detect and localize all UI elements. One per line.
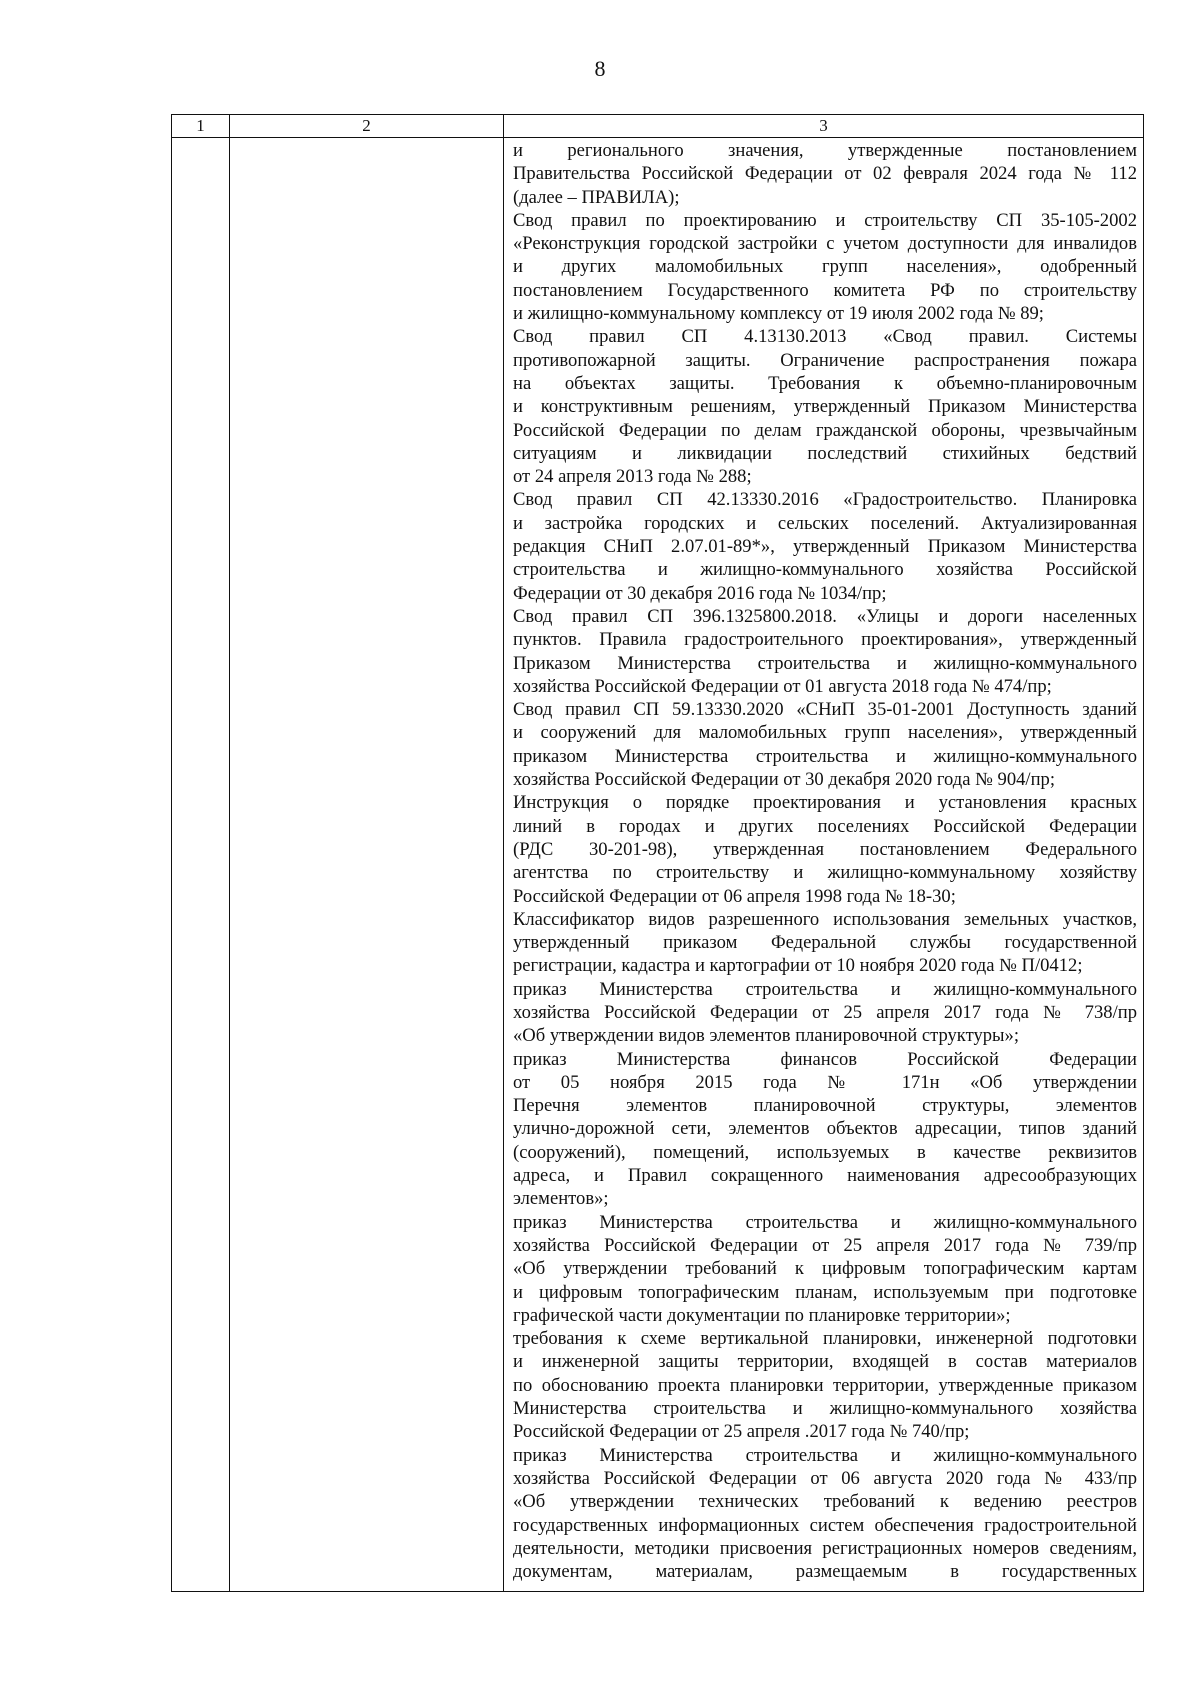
text-line: (далее – ПРАВИЛА); <box>513 186 680 208</box>
table-header-row <box>172 115 1143 138</box>
text-line: требования к схеме вертикальной планировки, инженерной подготовки <box>513 1328 1137 1350</box>
text-line: элементов»; <box>513 1188 609 1210</box>
text-line: и других маломобильных групп населения», одобренный <box>513 256 1137 278</box>
text-line: приказ Министерства строительства и жилищно-коммунального <box>513 1444 1137 1466</box>
text-line: приказ Министерства строительства и жилищно-коммунального <box>513 978 1137 1000</box>
text-line: хозяйства Российской Федерации от 25 апреля 2017 года № 739/пр <box>513 1234 1137 1256</box>
text-line: от 05 ноября 2015 года № 171н «Об утверждении <box>513 1071 1137 1093</box>
text-line: приказом Министерства строительства и жилищно-коммунального <box>513 745 1137 767</box>
text-line: (сооружений), помещений, используемых в качестве реквизитов <box>513 1141 1137 1163</box>
column-header-3: 3 <box>819 116 828 135</box>
text-line: регистрации, кадастра и картографии от 10 ноября 2020 года № П/0412; <box>513 955 1083 977</box>
text-line: и застройка городских и сельских поселений. Актуализированная <box>513 512 1137 534</box>
text-line: Инструкция о порядке проектирования и установления красных <box>513 792 1137 814</box>
text-line: Свод правил СП 4.13130.2013 «Свод правил. Системы <box>513 326 1137 348</box>
text-line: улично-дорожной сети, элементов объектов адресации, типов зданий <box>513 1118 1137 1140</box>
text-line: «Об утверждении требований к цифровым топографическим картам <box>513 1258 1137 1280</box>
regulations-table <box>171 114 1144 1592</box>
text-line: агентства по строительству и жилищно-коммунальному хозяйству <box>513 862 1137 884</box>
text-line: Свод правил СП 42.13330.2016 «Градостроительство. Планировка <box>513 489 1137 511</box>
text-line: Правительства Российской Федерации от 02 февраля 2024 года № 112 <box>513 163 1137 185</box>
text-line: и регионального значения, утвержденные постановлением <box>513 140 1137 161</box>
column-2-cell <box>230 138 504 1591</box>
text-line: постановлением Государственного комитета РФ по строительству <box>513 279 1137 301</box>
text-line: «Об утверждении технических требований к ведению реестров <box>513 1491 1137 1513</box>
text-line: хозяйства Российской Федерации от 06 августа 2020 года № 433/пр <box>513 1467 1137 1489</box>
text-line: «Об утверждении видов элементов планировочной структуры»; <box>513 1025 1020 1047</box>
column-3-cell <box>504 138 1143 1591</box>
text-line: на объектах защиты. Требования к объемно-планировочным <box>513 372 1137 394</box>
text-line: и жилищно-коммунальному комплексу от 19 июля 2002 года № 89; <box>513 303 1044 325</box>
text-line: Российской Федерации от 25 апреля .2017 года № 740/пр; <box>513 1421 970 1443</box>
text-line: «Реконструкция городской застройки с учетом доступности для инвалидов <box>513 233 1137 255</box>
text-line: Классификатор видов разрешенного использования земельных участков, <box>513 908 1137 930</box>
column-header-2: 2 <box>230 115 504 137</box>
text-line: Министерства строительства и жилищно-коммунального хозяйства <box>513 1398 1137 1420</box>
text-line: (РДС 30-201-98), утвержденная постановлением Федерального <box>513 838 1137 860</box>
text-line: Свод правил СП 396.1325800.2018. «Улицы и дороги населенных <box>513 605 1137 627</box>
page-number: 8 <box>594 56 606 81</box>
text-line: хозяйства Российской Федерации от 01 августа 2018 года № 474/пр; <box>513 675 1052 697</box>
text-line: противопожарной защиты. Ограничение распространения пожара <box>513 349 1137 371</box>
text-line: хозяйства Российской Федерации от 30 декабря 2020 года № 904/пр; <box>513 769 1056 791</box>
text-line: приказ Министерства строительства и жилищно-коммунального <box>513 1211 1137 1233</box>
text-line: и конструктивным решениям, утвержденный Приказом Министерства <box>513 396 1137 418</box>
text-line: Свод правил по проектированию и строительству СП 35-105-2002 <box>513 209 1137 231</box>
text-line: приказ Министерства финансов Российской Федерации <box>513 1048 1137 1070</box>
text-line: по обоснованию проекта планировки территории, утвержденные приказом <box>513 1374 1137 1396</box>
text-line: и цифровым топографическим планам, используемым при подготовке <box>513 1281 1137 1303</box>
text-line: документам, материалам, размещаемым в государственных <box>513 1561 1137 1583</box>
text-line: линий в городах и других поселениях Российской Федерации <box>513 815 1137 837</box>
text-line: деятельности, методики присвоения регистрационных номеров сведениям, <box>513 1537 1137 1559</box>
text-line: хозяйства Российской Федерации от 25 апреля 2017 года № 738/пр <box>513 1001 1137 1023</box>
text-line: Российской Федерации по делам гражданской обороны, чрезвычайным <box>513 419 1137 441</box>
text-line: Приказом Министерства строительства и жилищно-коммунального <box>513 652 1137 674</box>
table-row <box>172 138 1143 1591</box>
text-line: и инженерной защиты территории, входящей в состав материалов <box>513 1351 1137 1373</box>
text-line: и сооружений для маломобильных групп населения», утвержденный <box>513 722 1137 744</box>
text-line: адреса, и Правил сокращенного наименования адресообразующих <box>513 1165 1137 1187</box>
text-line: графической части документации по планировке территории»; <box>513 1304 1011 1326</box>
column-1-cell <box>172 138 230 1591</box>
text-line: государственных информационных систем обеспечения градостроительной <box>513 1514 1137 1536</box>
text-line: Федерации от 30 декабря 2016 года № 1034/пр; <box>513 582 887 604</box>
text-line: ситуациям и ликвидации последствий стихийных бедствий <box>513 442 1137 464</box>
text-line: Российской Федерации от 06 апреля 1998 года № 18-30; <box>513 885 956 907</box>
column-header-1: 1 <box>172 115 230 137</box>
text-line: Перечня элементов планировочной структуры, элементов <box>513 1095 1137 1117</box>
text-line: от 24 апреля 2013 года № 288; <box>513 466 752 488</box>
text-line: утвержденный приказом Федеральной службы государственной <box>513 932 1137 954</box>
text-line: пунктов. Правила градостроительного проектирования», утвержденный <box>513 629 1137 651</box>
text-line: Свод правил СП 59.13330.2020 «СНиП 35-01-2001 Доступность зданий <box>513 699 1137 721</box>
text-line: строительства и жилищно-коммунального хозяйства Российской <box>513 559 1137 581</box>
text-line: редакция СНиП 2.07.01-89*», утвержденный Приказом Министерства <box>513 536 1137 558</box>
